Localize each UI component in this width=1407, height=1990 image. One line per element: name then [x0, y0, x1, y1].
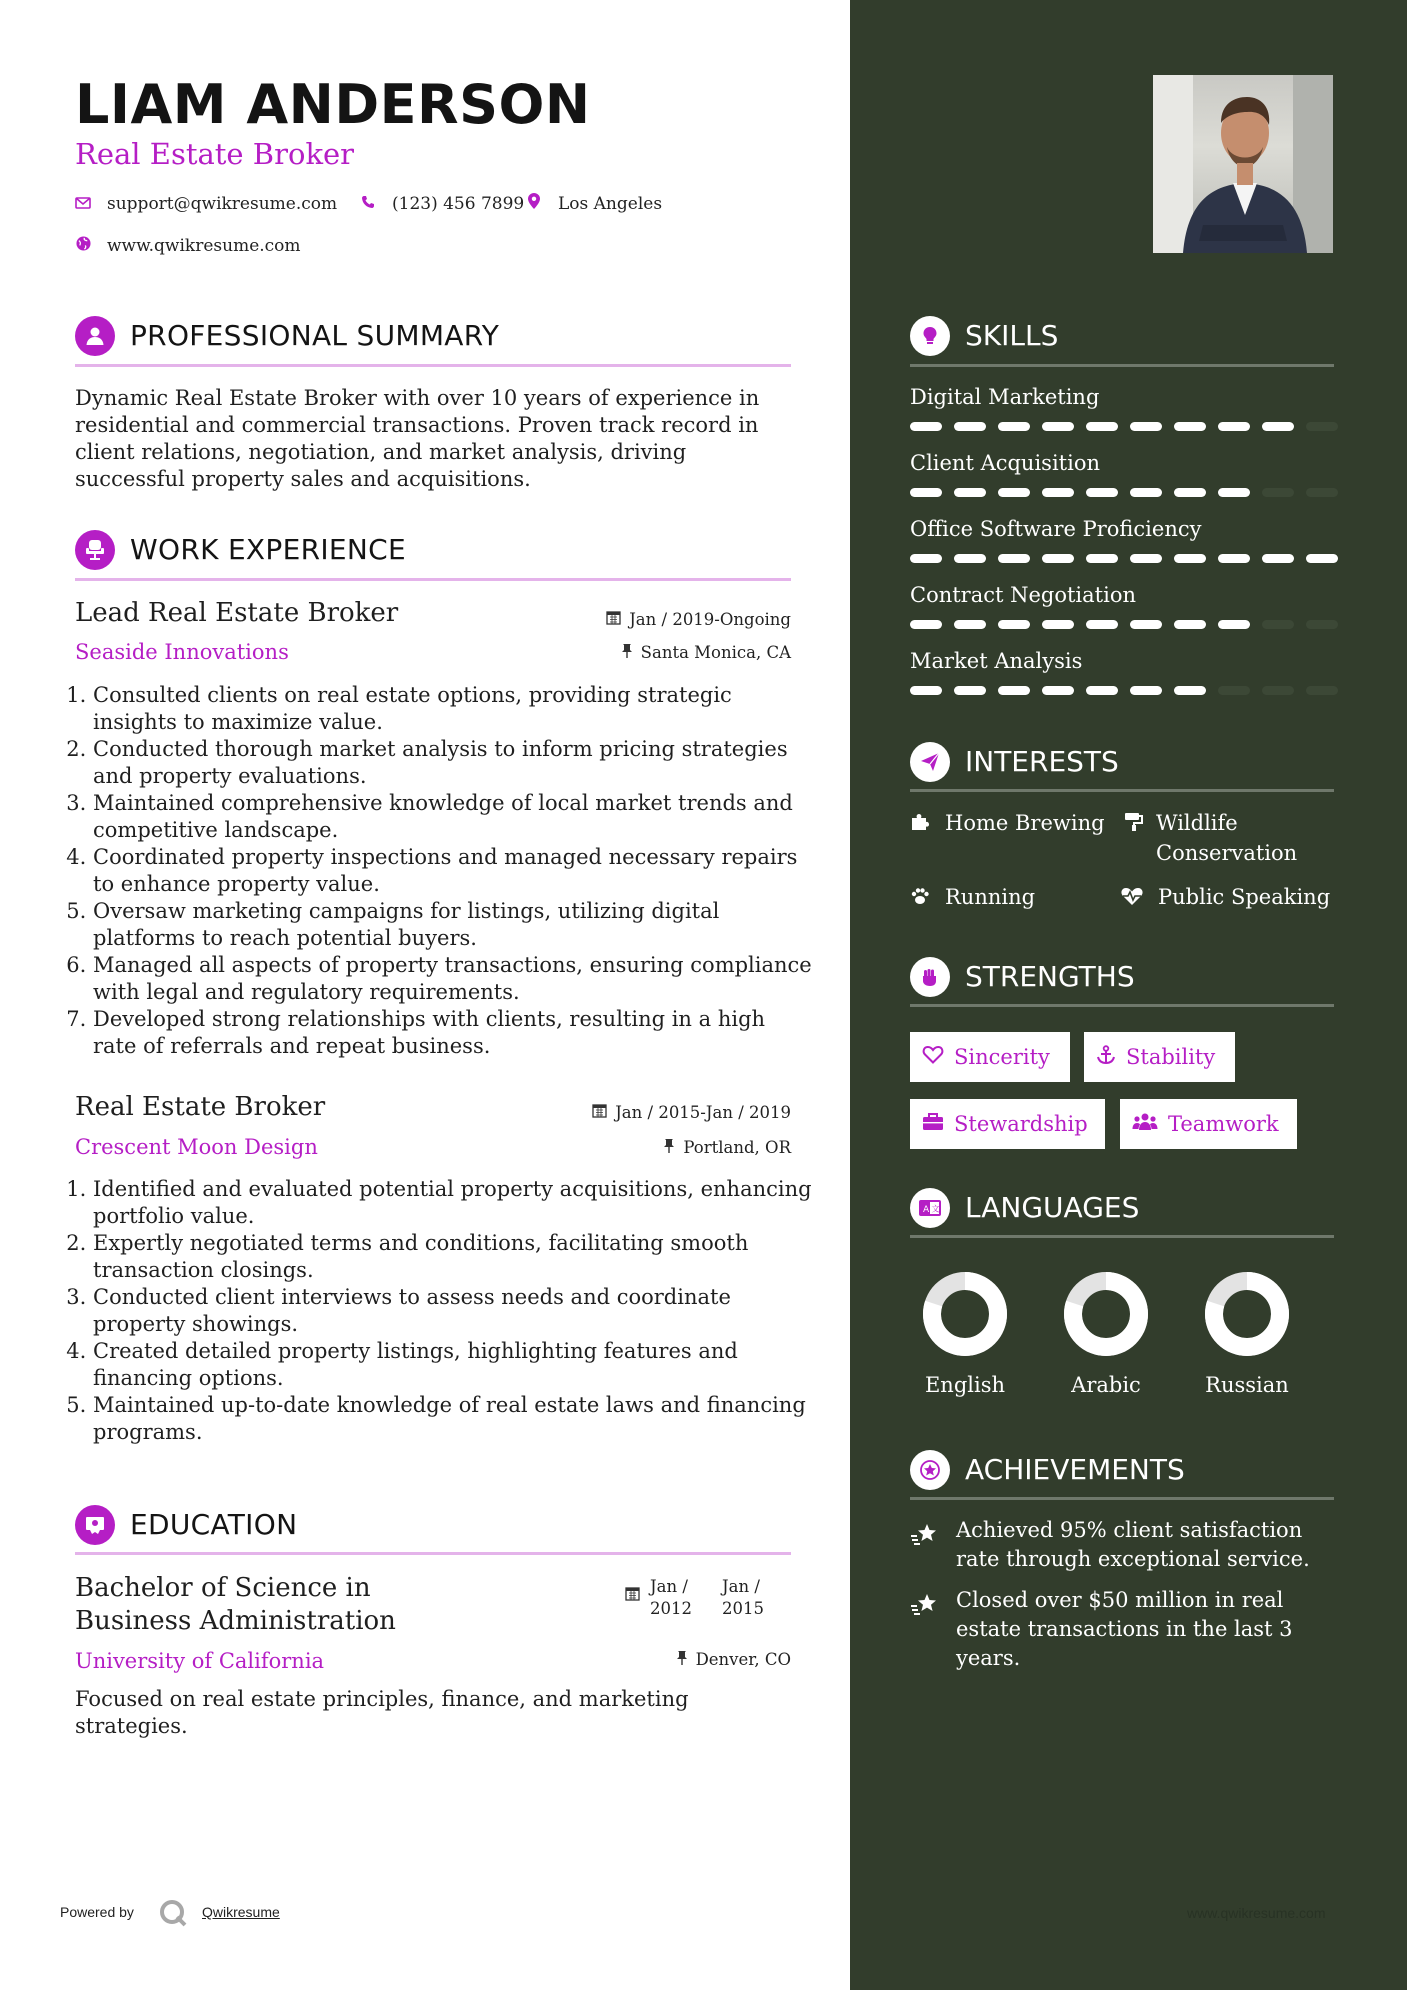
list-item: 1. Identified and evaluated potential property acquisitions, enhancing portfolio value. — [93, 1176, 813, 1230]
skill-level-dash — [1306, 554, 1338, 563]
powered-by-text: Powered by — [60, 1904, 134, 1920]
strength-chip — [910, 1099, 1105, 1149]
paw-icon — [910, 886, 930, 910]
school-name: University of California — [75, 1649, 325, 1673]
skill-level-dash — [1218, 554, 1250, 563]
skill-level-dash — [954, 422, 986, 431]
job-location — [591, 642, 791, 664]
education-start: Jan / 2012 — [650, 1577, 692, 1618]
interests-title: INTERESTS — [965, 745, 1119, 778]
job-title: Real Estate Broker — [75, 1092, 326, 1122]
contact-location — [526, 192, 662, 216]
job-location-text: Portland, OR — [683, 1138, 791, 1157]
location-text: Los Angeles — [558, 194, 663, 214]
skill-row — [910, 580, 1340, 646]
skill-name: Market Analysis — [910, 649, 1083, 673]
qwikresume-logo-icon — [158, 1898, 188, 1932]
list-item: 3. Maintained comprehensive knowledge of local market trends and competitive landscape. — [93, 790, 813, 844]
candidate-name: LIAM ANDERSON — [75, 73, 591, 136]
strength-label: Stewardship — [954, 1112, 1088, 1136]
strength-label: Teamwork — [1168, 1112, 1279, 1136]
experience-rule — [75, 578, 791, 581]
skill-level-dash — [1086, 488, 1118, 497]
skill-level-dash — [1218, 620, 1250, 629]
interest-label: Wildlife Conservation — [1156, 811, 1298, 865]
skill-level-dash — [1174, 554, 1206, 563]
svg-text:文: 文 — [931, 1204, 940, 1214]
list-item: 1. Consulted clients on real estate options, providing strategic insights to maximize value. — [93, 682, 813, 736]
skill-name: Digital Marketing — [910, 385, 1100, 409]
achievement-item: Closed over $50 million in real estate transactions in the last 3 years. — [956, 1588, 1293, 1670]
skill-level-dash — [1086, 422, 1118, 431]
skill-level-dash — [1218, 686, 1250, 695]
job-dates-text: Jan / 2015-Jan / 2019 — [615, 1103, 791, 1122]
job-location — [621, 1137, 791, 1159]
skill-level-meter — [910, 620, 1340, 629]
contact-phone[interactable] — [360, 192, 524, 216]
skill-level-meter — [910, 422, 1340, 431]
skill-level-dash — [998, 422, 1030, 431]
skill-name: Client Acquisition — [910, 451, 1100, 475]
languages-title: LANGUAGES — [965, 1191, 1140, 1224]
users-icon — [1132, 1112, 1158, 1137]
paper-plane-icon — [910, 742, 950, 782]
interests-rule — [910, 789, 1334, 792]
svg-text:A: A — [923, 1205, 930, 1215]
skill-level-dash — [998, 620, 1030, 629]
language-label: Russian — [1205, 1373, 1289, 1397]
skill-name: Office Software Proficiency — [910, 517, 1202, 541]
job-title: Lead Real Estate Broker — [75, 598, 399, 628]
calendar-icon — [625, 1586, 640, 1605]
skill-level-meter — [910, 488, 1340, 497]
fist-icon — [910, 957, 950, 997]
skill-level-dash — [910, 686, 942, 695]
skill-level-dash — [998, 686, 1030, 695]
contact-email[interactable] — [75, 192, 337, 216]
skill-level-dash — [1042, 488, 1074, 497]
education-title: EDUCATION — [130, 1508, 298, 1541]
skill-level-meter — [910, 554, 1340, 563]
skills-list — [910, 382, 1340, 712]
skill-level-dash — [1306, 422, 1338, 431]
strengths-title: STRENGTHS — [965, 960, 1135, 993]
heart-icon — [922, 1045, 944, 1069]
user-icon — [75, 316, 115, 356]
list-item: 2. Conducted thorough market analysis to inform pricing strategies and property evaluations. — [93, 736, 813, 790]
achievements-rule — [910, 1497, 1334, 1500]
star-hand-icon — [910, 1522, 940, 1552]
calendar-icon — [606, 609, 621, 631]
job-bullets — [75, 682, 813, 1060]
strength-label: Stability — [1126, 1045, 1216, 1069]
list-item: 2. Expertly negotiated terms and conditions, facilitating smooth transaction closings. — [93, 1230, 813, 1284]
experience-title: WORK EXPERIENCE — [130, 533, 406, 566]
skill-level-dash — [1174, 620, 1206, 629]
puzzle-icon — [910, 812, 930, 836]
summary-text: Dynamic Real Estate Broker with over 10 years of experience in residential and commercial transactions. Proven track record in client relations, negotiation, and market analysis, driving successful property sales and acquisitions. — [75, 386, 760, 491]
strength-chip — [1120, 1099, 1297, 1149]
skill-level-dash — [1262, 422, 1294, 431]
degree-title: Bachelor of Science in Business Administration — [75, 1573, 396, 1636]
skill-level-dash — [1130, 488, 1162, 497]
skill-level-dash — [1262, 488, 1294, 497]
education-end: Jan / 2015 — [722, 1577, 764, 1618]
contact-website[interactable] — [75, 234, 301, 258]
skill-row — [910, 514, 1340, 580]
globe-icon — [75, 234, 91, 258]
skill-level-dash — [1042, 422, 1074, 431]
pin-icon — [663, 1137, 675, 1159]
skill-level-dash — [954, 620, 986, 629]
profile-photo — [1153, 75, 1333, 253]
skill-level-dash — [1306, 686, 1338, 695]
strength-label: Sincerity — [954, 1045, 1050, 1069]
skill-level-dash — [1130, 554, 1162, 563]
job-dates — [561, 1102, 791, 1124]
phone-text: (123) 456 7899 — [392, 194, 525, 214]
skill-level-dash — [998, 554, 1030, 563]
skill-level-dash — [910, 488, 942, 497]
summary-rule — [75, 364, 791, 367]
interest-label: Home Brewing — [945, 811, 1105, 835]
interest-label: Running — [945, 885, 1036, 909]
pin-icon — [676, 1649, 688, 1671]
skill-row — [910, 448, 1340, 514]
skill-level-dash — [1042, 554, 1074, 563]
anchor-icon — [1096, 1045, 1116, 1070]
skill-level-dash — [1086, 620, 1118, 629]
language-ring — [1051, 1272, 1161, 1364]
briefcase-icon — [922, 1112, 944, 1136]
skill-level-dash — [1262, 686, 1294, 695]
skill-level-dash — [1218, 488, 1250, 497]
skill-level-dash — [1042, 686, 1074, 695]
skill-name: Contract Negotiation — [910, 583, 1136, 607]
skill-level-dash — [910, 422, 942, 431]
candidate-role: Real Estate Broker — [75, 137, 355, 171]
heartbeat-icon — [1120, 886, 1144, 910]
star-badge-icon — [910, 1450, 950, 1490]
summary-title: PROFESSIONAL SUMMARY — [130, 319, 500, 352]
footer-website[interactable]: www.qwikresume.com — [1187, 1905, 1326, 1921]
skill-level-dash — [910, 554, 942, 563]
calendar-icon — [592, 1102, 607, 1124]
skill-level-dash — [1306, 488, 1338, 497]
list-item: 5. Maintained up-to-date knowledge of real estate laws and financing programs. — [93, 1392, 813, 1446]
achievements-title: ACHIEVEMENTS — [965, 1453, 1185, 1486]
job-company: Seaside Innovations — [75, 640, 289, 664]
envelope-icon — [75, 192, 91, 216]
map-marker-icon — [526, 192, 542, 216]
skill-level-dash — [954, 488, 986, 497]
list-item: 7. Developed strong relationships with clients, resulting in a high rate of referrals and repeat business. — [93, 1006, 813, 1060]
list-item: 4. Coordinated property inspections and managed necessary repairs to enhance property value. — [93, 844, 813, 898]
star-hand-icon — [910, 1592, 940, 1622]
skill-level-dash — [1130, 686, 1162, 695]
skill-level-dash — [910, 620, 942, 629]
skill-level-dash — [1218, 422, 1250, 431]
skill-level-dash — [1042, 620, 1074, 629]
strength-chip — [910, 1032, 1070, 1082]
achievement-item: Achieved 95% client satisfaction rate through exceptional service. — [956, 1518, 1310, 1571]
interest-label: Public Speaking — [1158, 885, 1331, 909]
education-location-text: Denver, CO — [695, 1650, 791, 1669]
skill-row — [910, 646, 1340, 712]
skill-level-dash — [1262, 554, 1294, 563]
skill-level-dash — [1130, 422, 1162, 431]
skill-level-dash — [1130, 620, 1162, 629]
skill-level-dash — [954, 686, 986, 695]
list-item: 5. Oversaw marketing campaigns for listings, utilizing digital platforms to reach potential buyers. — [93, 898, 813, 952]
skill-level-dash — [1174, 422, 1206, 431]
education-description: Focused on real estate principles, finance, and marketing strategies. — [75, 1687, 689, 1738]
language-item — [1051, 1272, 1161, 1400]
languages-rule — [910, 1235, 1334, 1238]
language-ring — [1192, 1272, 1302, 1364]
list-item: 4. Created detailed property listings, highlighting features and financing options. — [93, 1338, 813, 1392]
skill-level-dash — [1086, 554, 1118, 563]
language-ring — [910, 1272, 1020, 1364]
chair-icon — [75, 530, 115, 570]
website-text: www.qwikresume.com — [107, 236, 301, 256]
skill-level-dash — [998, 488, 1030, 497]
job-location-text: Santa Monica, CA — [640, 643, 791, 662]
skill-level-dash — [1306, 620, 1338, 629]
phone-icon — [360, 192, 376, 216]
skill-level-dash — [954, 554, 986, 563]
skill-row — [910, 382, 1340, 448]
skill-level-dash — [1174, 488, 1206, 497]
education-rule — [75, 1552, 791, 1555]
strengths-rule — [910, 1004, 1334, 1007]
graduation-icon — [75, 1505, 115, 1545]
list-item: 3. Conducted client interviews to assess needs and coordinate property showings. — [93, 1284, 813, 1338]
languages-list — [910, 1272, 1334, 1412]
lightbulb-icon — [910, 316, 950, 356]
skill-level-dash — [1086, 686, 1118, 695]
job-bullets — [75, 1176, 813, 1446]
translate-icon — [910, 1188, 950, 1228]
job-dates-text: Jan / 2019-Ongoing — [629, 610, 791, 629]
language-label: Arabic — [1071, 1373, 1141, 1397]
skill-level-dash — [1262, 620, 1294, 629]
education-location — [641, 1649, 791, 1671]
brand-link[interactable]: Qwikresume — [202, 1904, 280, 1920]
job-dates — [596, 609, 791, 631]
email-text: support@qwikresume.com — [107, 194, 338, 214]
paint-roller-icon — [1124, 812, 1144, 836]
list-item: 6. Managed all aspects of property transactions, ensuring compliance with legal and regulatory requirements. — [93, 952, 813, 1006]
language-item — [1192, 1272, 1302, 1400]
strength-chip — [1084, 1032, 1235, 1082]
skill-level-meter — [910, 686, 1340, 695]
pin-icon — [621, 642, 633, 664]
language-item — [910, 1272, 1020, 1400]
job-company: Crescent Moon Design — [75, 1135, 318, 1159]
skills-title: SKILLS — [965, 319, 1059, 352]
skills-rule — [910, 364, 1334, 367]
skill-level-dash — [1174, 686, 1206, 695]
language-label: English — [924, 1373, 1006, 1397]
